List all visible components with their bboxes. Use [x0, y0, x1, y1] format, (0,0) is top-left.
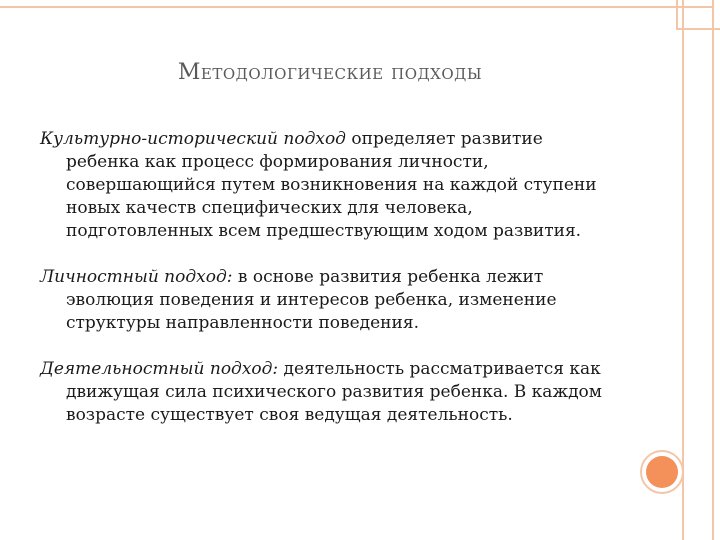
paragraph-personal [40, 266, 620, 335]
term-cultural-historical: Культурно-исторический подход [40, 129, 346, 149]
text-personal: в основе развития ребенка лежит эволюция поведения и интересов ребенка, изменение структуры направленности поведения. [66, 267, 557, 333]
term-personal: Личностный подход: [40, 267, 233, 287]
frame-top-line [0, 6, 714, 8]
term-activity: Деятельностный подход: [40, 359, 279, 379]
corner-decoration [676, 0, 720, 30]
paragraph-cultural-historical [40, 128, 620, 243]
frame-right-outer-line [712, 0, 714, 540]
circle-decoration-icon [640, 450, 684, 494]
text-activity: деятельность рассматривается как движущая сила психического развития ребенка. В каждом возрасте существует своя ведущая деятельность. [66, 359, 603, 425]
slide-content [40, 128, 620, 450]
paragraph-activity [40, 358, 620, 427]
slide-title: Методологические подходы [177, 60, 483, 85]
text-cultural-historical: определяет развитие ребенка как процесс формирования личности, совершающийся путем возникновения на каждой ступени новых качеств специфических для человека, подготовленных всем предшествующим ходом развития. [66, 129, 597, 241]
frame-right-inner-line [682, 0, 684, 540]
